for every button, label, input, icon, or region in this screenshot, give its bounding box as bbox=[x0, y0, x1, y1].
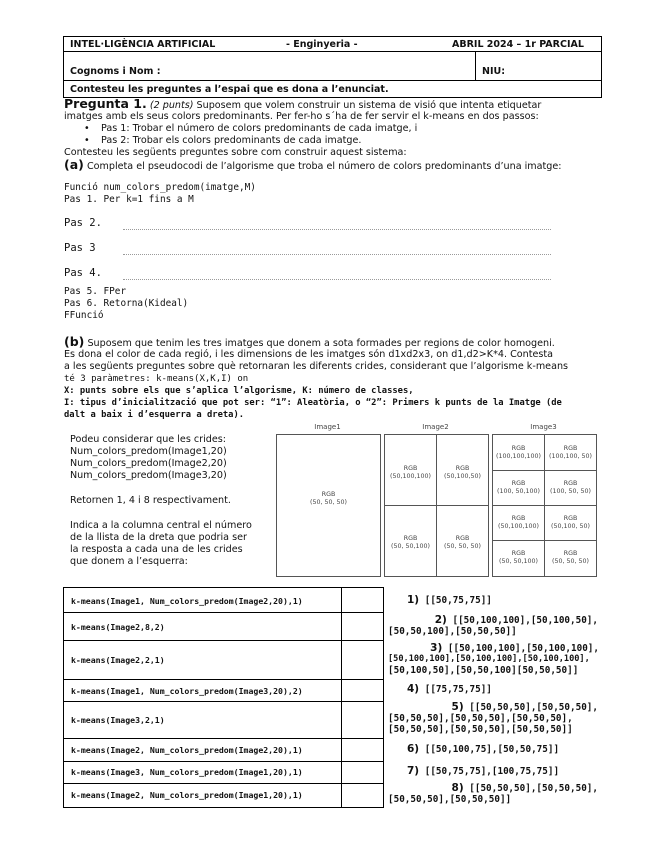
image3-region-5: RGB (50,100,100) bbox=[498, 515, 539, 530]
list-item bbox=[388, 643, 603, 676]
part-b-line-1: Suposem que tenim les tres imatges que donem a sota formades per regions de color homogeni. bbox=[87, 338, 555, 349]
answer-input-3[interactable] bbox=[342, 641, 383, 679]
call-line-1: Num_colors_predom(Image1,20) bbox=[70, 446, 227, 457]
image3-region-4: RGB (100, 50, 50) bbox=[550, 480, 591, 495]
table-row: k-means(Image2, Num_colors_predom(Image2,20),1) bbox=[71, 745, 303, 755]
pas-4-answer-line[interactable] bbox=[123, 279, 551, 280]
answer-number: 5) bbox=[451, 701, 464, 713]
table-row-divider bbox=[64, 738, 383, 739]
answer-line: [[50,50,50],[50,50,50], bbox=[469, 702, 598, 713]
table-row-divider bbox=[64, 761, 383, 762]
call-line-3: Num_colors_predom(Image3,20) bbox=[70, 470, 227, 481]
pas-5: Pas 5. FPer bbox=[64, 286, 127, 297]
part-b-line-7: dalt a baix i d’esquerra a dreta). bbox=[64, 410, 245, 420]
answer-number: 7) bbox=[407, 765, 420, 777]
exam-header bbox=[63, 36, 602, 98]
func-header: Funció num_colors_predom(imatge,M) bbox=[64, 182, 256, 193]
answer-number: 8) bbox=[451, 782, 464, 794]
image3-box bbox=[492, 434, 597, 577]
part-b-line-5: X: punts sobre els que s’aplica l’algorisme, K: número de classes, bbox=[64, 386, 414, 396]
image2-region-1: RGB (50,100,100) bbox=[390, 465, 431, 480]
indica-line-2: de la llista de la dreta que podria ser bbox=[70, 532, 247, 543]
image3-region-1: RGB (100,100,100) bbox=[496, 445, 541, 460]
answer-line: [50,100,50],[50,50,100][50,50,50]] bbox=[388, 665, 579, 676]
question-points: (2 punts) bbox=[149, 100, 194, 111]
list-item bbox=[388, 615, 598, 637]
image3-region-8: RGB (50, 50, 50) bbox=[552, 550, 589, 565]
table-row-divider bbox=[64, 612, 383, 613]
answer-number: 2) bbox=[434, 614, 447, 626]
image3-hdivider-1 bbox=[493, 470, 596, 471]
answer-input-6[interactable] bbox=[342, 739, 383, 761]
pas-3-label: Pas 3 bbox=[64, 242, 96, 254]
answer-line: [[50,75,75],[100,75,75]] bbox=[424, 766, 560, 777]
image3-region-6: RGB (50,100, 50) bbox=[551, 515, 590, 530]
table-row: k-means(Image2, Num_colors_predom(Image1,20),1) bbox=[71, 790, 303, 800]
image3-hdivider-3 bbox=[493, 540, 596, 541]
answer-line: [[75,75,75]] bbox=[424, 684, 492, 695]
pas-1: Pas 1. Per k=1 fins a M bbox=[64, 194, 194, 205]
bullet-dot: • bbox=[84, 123, 90, 134]
pas-4-label: Pas 4. bbox=[64, 267, 102, 279]
part-b-line-3: a les següents preguntes sobre què retornaran les diferents crides, considerant que l’algorisme k-means bbox=[64, 361, 569, 372]
func-end: FFunció bbox=[64, 310, 104, 321]
answer-number: 1) bbox=[407, 594, 420, 606]
exam-title: ABRIL 2024 – 1r PARCIAL bbox=[452, 39, 584, 50]
list-item bbox=[407, 744, 559, 755]
name-field-label: Cognoms i Nom : bbox=[70, 66, 161, 77]
list-item bbox=[407, 766, 559, 777]
image1-caption: Image1 bbox=[314, 423, 341, 431]
question-title: Pregunta 1. bbox=[64, 96, 147, 111]
list-item bbox=[407, 595, 492, 606]
header-divider bbox=[475, 52, 476, 80]
answer-line: [50,100,100],[50,100,100],[50,100,100], bbox=[388, 654, 590, 664]
part-b-line-4: té 3 paràmetres: k-means(X,K,I) on bbox=[64, 374, 249, 384]
question-heading bbox=[64, 98, 541, 112]
table-row-divider bbox=[64, 640, 383, 641]
question-intro-1: Suposem que volem construir un sistema de visió que intenta etiquetar bbox=[196, 100, 542, 111]
left-text-1: Podeu considerar que les crides: bbox=[70, 434, 226, 445]
part-b-line-6: I: tipus d’inicialització que pot ser: “1”: Aleatòria, o “2”: Primers k punts de la Imatge (de bbox=[64, 398, 562, 408]
indica-line-1: Indica a la columna central el número bbox=[70, 520, 252, 531]
table-row: k-means(Image2,8,2) bbox=[71, 622, 165, 632]
part-a-text: Completa el pseudocodi de l’algorisme que troba el número de colors predominants d’una imatge: bbox=[86, 161, 562, 172]
call-line-2: Num_colors_predom(Image2,20) bbox=[70, 458, 227, 469]
answer-line: [[50,50,50],[50,50,50], bbox=[469, 783, 598, 794]
table-row-divider bbox=[64, 701, 383, 702]
step-2: Pas 2: Trobar els colors predominants de cada imatge. bbox=[101, 135, 362, 146]
answer-prompt: Contesteu les següents preguntes sobre com construir aquest sistema: bbox=[64, 147, 407, 158]
indica-line-3: la resposta a cada una de les crides bbox=[70, 544, 243, 555]
table-row-divider bbox=[64, 783, 383, 784]
answer-input-7[interactable] bbox=[342, 762, 383, 783]
part-b-label: (b) bbox=[64, 334, 85, 349]
subject-title: INTEL·LIGÈNCIA ARTIFICIAL bbox=[70, 39, 216, 50]
bullet-dot: • bbox=[84, 135, 90, 146]
image3-caption: Image3 bbox=[530, 423, 557, 431]
answer-line: [[50,100,100],[50,100,50], bbox=[452, 615, 598, 626]
image2-box bbox=[384, 434, 489, 577]
part-b-line-2: Es dona el color de cada regió, i les dimensions de les imatges són d1xd2x3, on d1,d2>K*4. Contesta bbox=[64, 349, 554, 360]
part-a-label: (a) bbox=[64, 157, 84, 172]
answer-line: [50,50,50],[50,50,50]] bbox=[388, 794, 512, 805]
calls-table bbox=[63, 587, 384, 808]
image2-region-4: RGB (50, 50, 50) bbox=[444, 535, 481, 550]
pas-3-answer-line[interactable] bbox=[123, 254, 551, 255]
answer-line: [[50,100,75],[50,50,75]] bbox=[424, 744, 560, 755]
indica-line-4: que donem a l’esquerra: bbox=[70, 556, 188, 567]
list-item bbox=[407, 684, 492, 695]
answer-input-1[interactable] bbox=[342, 588, 383, 612]
question-intro-2: imatges amb els seus colors predominants. Per fer-ho s´ha de fer servir el k-means en dos passos: bbox=[64, 111, 539, 122]
list-item bbox=[388, 783, 598, 805]
image2-hdivider bbox=[385, 505, 488, 506]
image3-region-3: RGB (100, 50,100) bbox=[497, 480, 540, 495]
answer-line: [[50,100,100],[50,100,100], bbox=[447, 643, 599, 654]
image3-region-2: RGB (100,100, 50) bbox=[549, 445, 592, 460]
school-name: - Enginyeria - bbox=[286, 39, 358, 50]
answer-input-8[interactable] bbox=[342, 784, 383, 807]
image1-box bbox=[276, 434, 381, 577]
image1-region: RGB (50, 50, 50) bbox=[310, 491, 347, 506]
returns-text: Retornen 1, 4 i 8 respectivament. bbox=[70, 495, 231, 506]
table-row: k-means(Image3, Num_colors_predom(Image1,20),1) bbox=[71, 767, 303, 777]
answer-input-2[interactable] bbox=[342, 613, 383, 640]
answer-line: [50,50,100],[50,50,50]] bbox=[388, 626, 517, 637]
list-item bbox=[388, 702, 598, 735]
header-row-divider bbox=[64, 80, 601, 81]
table-row: k-means(Image2,2,1) bbox=[71, 655, 165, 665]
image2-region-3: RGB (50, 50,100) bbox=[391, 535, 430, 550]
part-a-heading bbox=[64, 159, 562, 173]
table-row: k-means(Image3,2,1) bbox=[71, 715, 165, 725]
image2-region-2: RGB (50,100,50) bbox=[444, 465, 481, 480]
table-row: k-means(Image1, Num_colors_predom(Image3,20),2) bbox=[71, 686, 303, 696]
answer-number: 4) bbox=[407, 683, 420, 695]
pas-2-answer-line[interactable] bbox=[123, 229, 551, 230]
part-b-heading bbox=[64, 336, 555, 350]
table-row-divider bbox=[64, 679, 383, 680]
answer-number: 3) bbox=[430, 642, 443, 654]
image3-region-7: RGB (50, 50,100) bbox=[499, 550, 538, 565]
image2-caption: Image2 bbox=[422, 423, 449, 431]
pas-2-label: Pas 2. bbox=[64, 217, 102, 229]
answer-line: [50,50,50],[50,50,50],[50,50,50], bbox=[388, 713, 573, 724]
table-row: k-means(Image1, Num_colors_predom(Image2,20),1) bbox=[71, 596, 303, 606]
niu-field-label: NIU: bbox=[482, 66, 505, 77]
answer-line: [[50,75,75]] bbox=[424, 595, 492, 606]
step-1: Pas 1: Trobar el número de colors predominants de cada imatge, i bbox=[101, 123, 418, 134]
answer-line: [50,50,50],[50,50,50],[50,50,50]] bbox=[388, 724, 573, 735]
answer-input-4[interactable] bbox=[342, 680, 383, 701]
answer-input-5[interactable] bbox=[342, 702, 383, 738]
instructions-text: Contesteu les preguntes a l’espai que es dona a l’enunciat. bbox=[70, 84, 389, 95]
pas-6: Pas 6. Retorna(Kideal) bbox=[64, 298, 189, 309]
answer-number: 6) bbox=[407, 743, 420, 755]
image3-hdivider-2 bbox=[493, 505, 596, 506]
